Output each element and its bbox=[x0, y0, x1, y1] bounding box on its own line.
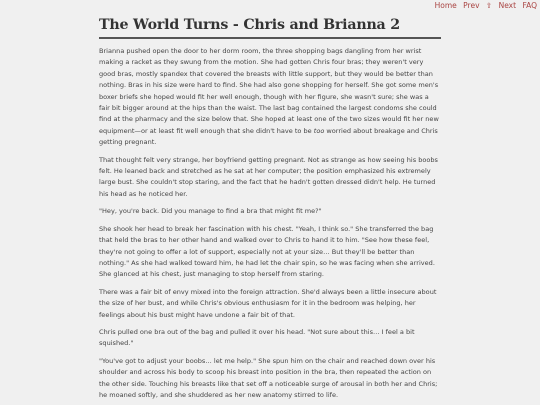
story-paragraph-4: She shook her head to break her fascination with his chest. "Yeah, I think so." She transferred the bag that held the bras to her other hand and walked over to Chris to hand it to him. "See how these feel, they're not going to offer a lot of support, especially not at your size… But they'll be better than nothing." As she had walked toward him, he had let the chair spin, so he was facing when she arrived. She glanced at his chest, just managing to stop herself from staring. bbox=[99, 224, 435, 279]
paragraph-text: Brianna pushed open the door to her dorm room, the three shopping bags dangling from her wrist making a racket as they swung from the motion. She had gotten Chris four bras; they weren't very good bras, mostly spandex that covered the breasts with little support, but they would be better than nothing. Bras in his size were hard to find. She had also gone shopping for herself. She got some men's boxer briefs she hoped would fit her well enough, though with her figure, she wasn't sure; she was a fair bit bigger around at the hips than the waist. The last bag contained the largest condoms she could find at the pharmacy and the size below that. She hoped at least one of the two sizes would fit her new equipment—or at least fit well enough that she didn't have to be bbox=[99, 47, 439, 135]
faq-link[interactable]: FAQ bbox=[522, 1, 537, 10]
prev-link[interactable]: Prev bbox=[463, 1, 480, 10]
next-link[interactable]: Next bbox=[498, 1, 517, 10]
story-paragraph-3: "Hey, you're back. Did you manage to find a bra that might fit me?" bbox=[99, 207, 322, 216]
emphasized-text: too bbox=[313, 126, 325, 135]
story-paragraph-1 bbox=[99, 46, 441, 149]
story-paragraph-7: "You've got to adjust your boobs… let me help." She spun him on the chair and reached down over his shoulder and across his body to scoop his breast into position in the bra, then repeated the action on the other side. Touching his breasts like that set off a noticeable surge of arousal in both her and Chris; he moaned softly, and she shuddered as her new anatomy stirred to life. bbox=[99, 356, 438, 399]
up-arrow-icon[interactable]: ⇧ bbox=[485, 1, 493, 10]
story-body bbox=[99, 46, 441, 401]
story-paragraph-2: That thought felt very strange, her boyfriend getting pregnant. Not as strange as how seeing his boobs felt. He leaned back and stretched as he sat at her computer; the position emphasized his extremely large bust. She couldn't stop staring, and the fact that he hadn't gotten dressed didn't help. He turned his head as he noticed her. bbox=[99, 155, 438, 198]
story-content bbox=[99, 14, 441, 405]
story-paragraph-6: Chris pulled one bra out of the bag and pulled it over his head. "Not sure about this… I feel a bit squished." bbox=[99, 327, 415, 348]
paragraph-text: worried about breakage and Chris getting pregnant. bbox=[99, 126, 438, 147]
story-paragraph-5: There was a fair bit of envy mixed into the foreign attraction. She'd always been a little insecure about the size of her bust, and while Chris's obvious enthusiasm for it in the bedroom was helping, her feelings about his bust might have undone a fair bit of that. bbox=[99, 287, 437, 319]
story-title: The World Turns - Chris and Brianna 2 bbox=[99, 14, 441, 39]
top-navigation bbox=[431, 0, 537, 12]
home-link[interactable]: Home bbox=[434, 1, 457, 10]
